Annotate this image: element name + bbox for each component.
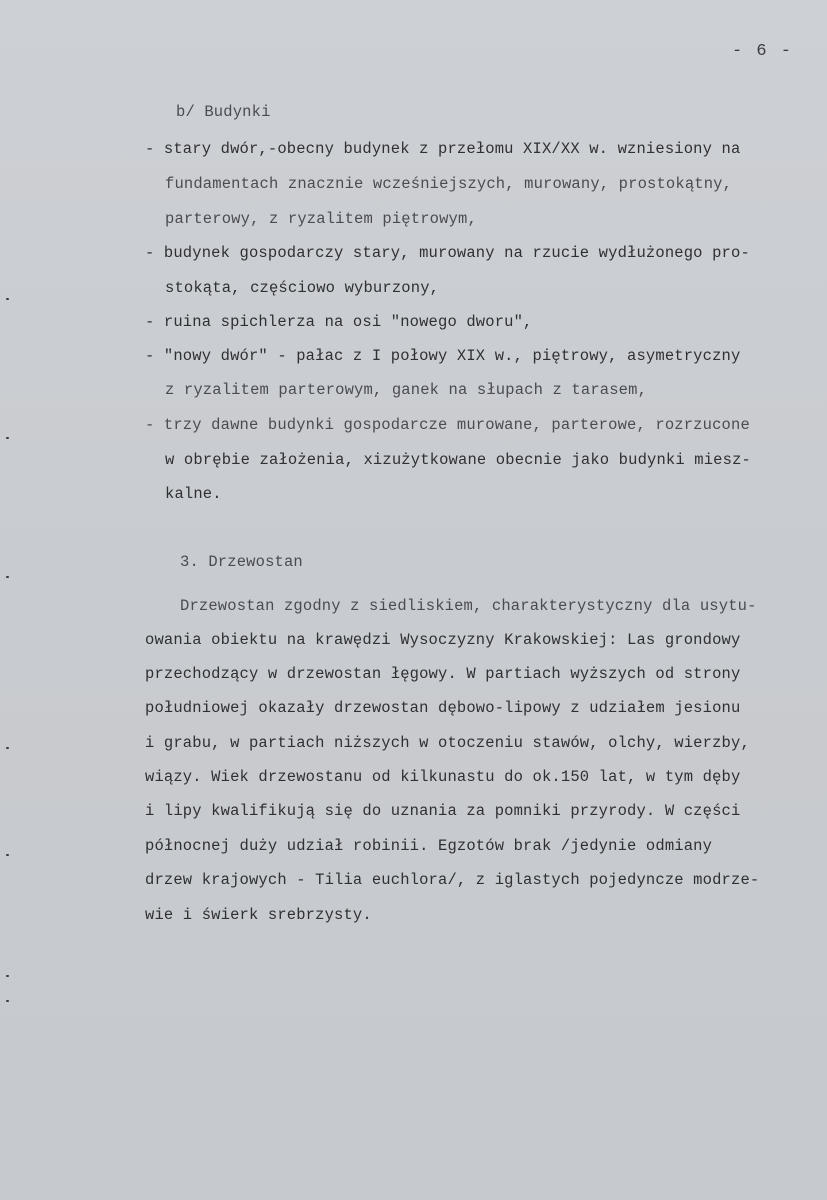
margin-mark xyxy=(6,975,9,977)
text-line: - stary dwór,-obecny budynek z przełomu XIX/XX w. wzniesiony na xyxy=(145,140,741,158)
text-line: i grabu, w partiach niższych w otoczeniu stawów, olchy, wierzby, xyxy=(145,734,750,752)
text-line: Drzewostan zgodny z siedliskiem, charakterystyczny dla usytu- xyxy=(180,597,757,615)
text-line: i lipy kwalifikują się do uznania za pomniki przyrody. W części xyxy=(145,802,741,820)
text-line: drzew krajowych - Tilia euchlora/, z iglastych pojedyncze modrze- xyxy=(145,871,760,889)
text-line: parterowy, z ryzalitem piętrowym, xyxy=(165,210,477,228)
section-heading-tree-stand: 3. Drzewostan xyxy=(180,553,303,571)
text-line: stokąta, częściowo wyburzony, xyxy=(165,279,440,297)
text-line: przechodzący w drzewostan łęgowy. W partiach wyższych od strony xyxy=(145,665,741,683)
text-line: północnej duży udział robinii. Egzotów brak /jedynie odmiany xyxy=(145,837,713,855)
text-line: - "nowy dwór" - pałac z I połowy XIX w., piętrowy, asymetryczny xyxy=(145,347,741,365)
text-line: - ruina spichlerza na osi "nowego dworu", xyxy=(145,313,533,331)
text-line: - budynek gospodarczy stary, murowany na rzucie wydłużonego pro- xyxy=(145,244,750,262)
text-line: fundamentach znacznie wcześniejszych, murowany, prostokątny, xyxy=(165,175,733,193)
margin-mark xyxy=(6,298,9,300)
text-line: - trzy dawne budynki gospodarcze murowane, parterowe, rozrzucone xyxy=(145,416,750,434)
text-line: kalne. xyxy=(165,485,222,503)
margin-mark xyxy=(6,747,9,749)
margin-mark xyxy=(6,437,9,439)
section-heading-buildings: b/ Budynki xyxy=(176,103,271,121)
page-number: - 6 - xyxy=(732,42,794,61)
margin-mark xyxy=(6,1000,9,1002)
text-line: wiązy. Wiek drzewostanu od kilkunastu do ok.150 lat, w tym dęby xyxy=(145,768,741,786)
text-line: wie i świerk srebrzysty. xyxy=(145,906,372,924)
margin-mark xyxy=(6,854,9,856)
margin-mark xyxy=(6,576,9,578)
text-line: z ryzalitem parterowym, ganek na słupach z tarasem, xyxy=(165,381,648,399)
text-line: w obrębie założenia, xizużytkowane obecnie jako budynki miesz- xyxy=(165,451,751,469)
text-line: południowej okazały drzewostan dębowo-lipowy z udziałem jesionu xyxy=(145,699,741,717)
text-line: owania obiektu na krawędzi Wysoczyzny Krakowskiej: Las grondowy xyxy=(145,631,741,649)
